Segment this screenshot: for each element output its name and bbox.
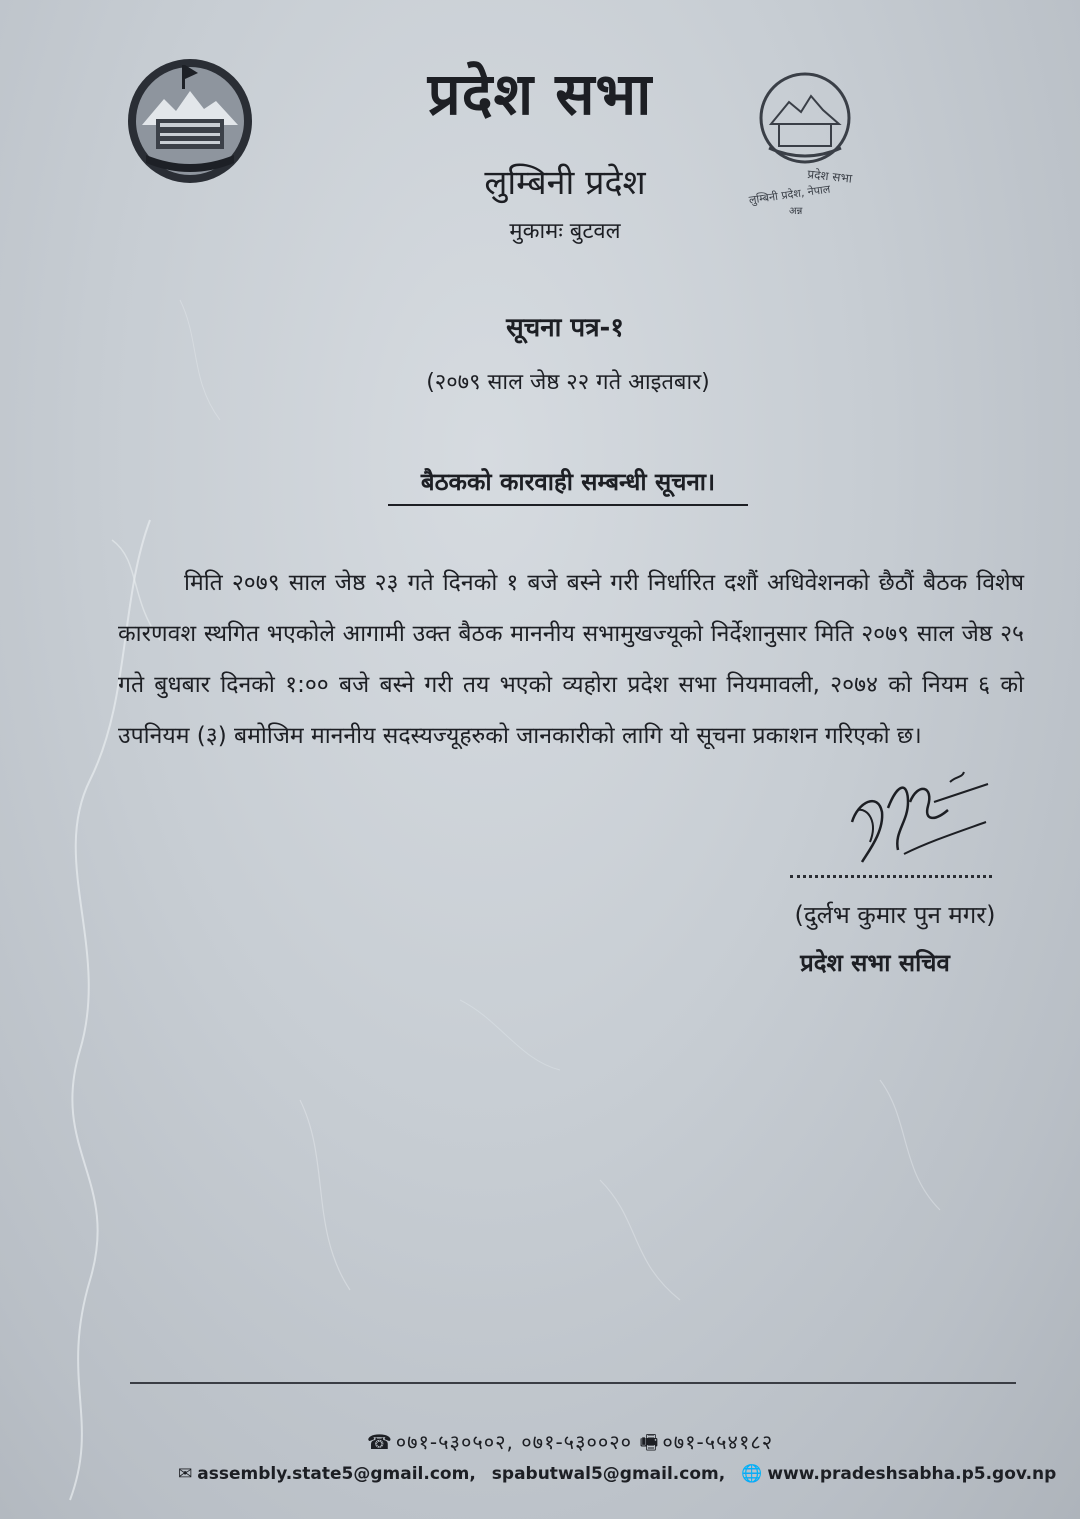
envelope-icon: ✉: [178, 1464, 193, 1484]
location-line: मुकामः बुटवल: [509, 219, 621, 244]
signature-line: [790, 875, 992, 878]
notice-number: सूचना पत्र-१: [506, 313, 624, 343]
telephone-icon: ☎: [366, 1430, 393, 1454]
notice-heading: बैठकको कारवाही सम्बन्धी सूचना।: [388, 465, 748, 506]
contact-web: [178, 1464, 1057, 1484]
fax-number: ०७१-५५४१८२: [662, 1430, 774, 1454]
signatory-title: प्रदेश सभा सचिव: [800, 949, 950, 977]
page-title: प्रदेश सभा: [427, 60, 653, 128]
email-link-1[interactable]: assembly.state5@gmail.com,: [197, 1464, 476, 1484]
footer-divider: [130, 1382, 1016, 1384]
phone-numbers: ०७१-५३०५०२, ०७१-५३००२०: [395, 1430, 633, 1454]
province-name: लुम्बिनी प्रदेश: [484, 163, 646, 203]
contact-phones: [0, 1428, 1080, 1462]
handwritten-signature: [838, 762, 998, 872]
svg-text:अन्न: अन्न: [789, 206, 803, 217]
email-link-2[interactable]: spabutwal5@gmail.com,: [491, 1464, 726, 1484]
svg-text:प्रदेश सभा: प्रदेश सभा: [806, 167, 853, 186]
fax-icon: 🖷: [639, 1430, 660, 1454]
notice-body: मिति २०७९ साल जेष्ठ २३ गते दिनको १ बजे बस्ने गरी निर्धारित दशौं अधिवेशनको छैठौं बैठक विशेष कारणवश स्थगित भएकोले आगामी उक्त बैठक माननीय सभामुखज्यूको निर्देशानुसार मिति २०७९ साल जेष्ठ २५ गते बुधबार दिनको १:०० बजे बस्ने गरी तय भएको व्यहोरा प्रदेश सभा नियमावली, २०७४ को नियम ६ को उपनियम (३) बमोजिम माननीय सदस्यज्यूहरुको जानकारीको लागि यो सूचना प्रकाशन गरिएको छ।: [118, 570, 1024, 749]
svg-text:लुम्बिनी प्रदेश, नेपाल: लुम्बिनी प्रदेश, नेपाल: [748, 182, 832, 207]
globe-icon: 🌐: [741, 1464, 763, 1484]
website-link[interactable]: www.pradeshsabha.p5.gov.np: [767, 1464, 1057, 1484]
notice-date: (२०७९ साल जेष्ठ २२ गते आइतबार): [426, 370, 710, 395]
signatory-name: (दुर्लभ कुमार पुन मगर): [794, 901, 996, 929]
